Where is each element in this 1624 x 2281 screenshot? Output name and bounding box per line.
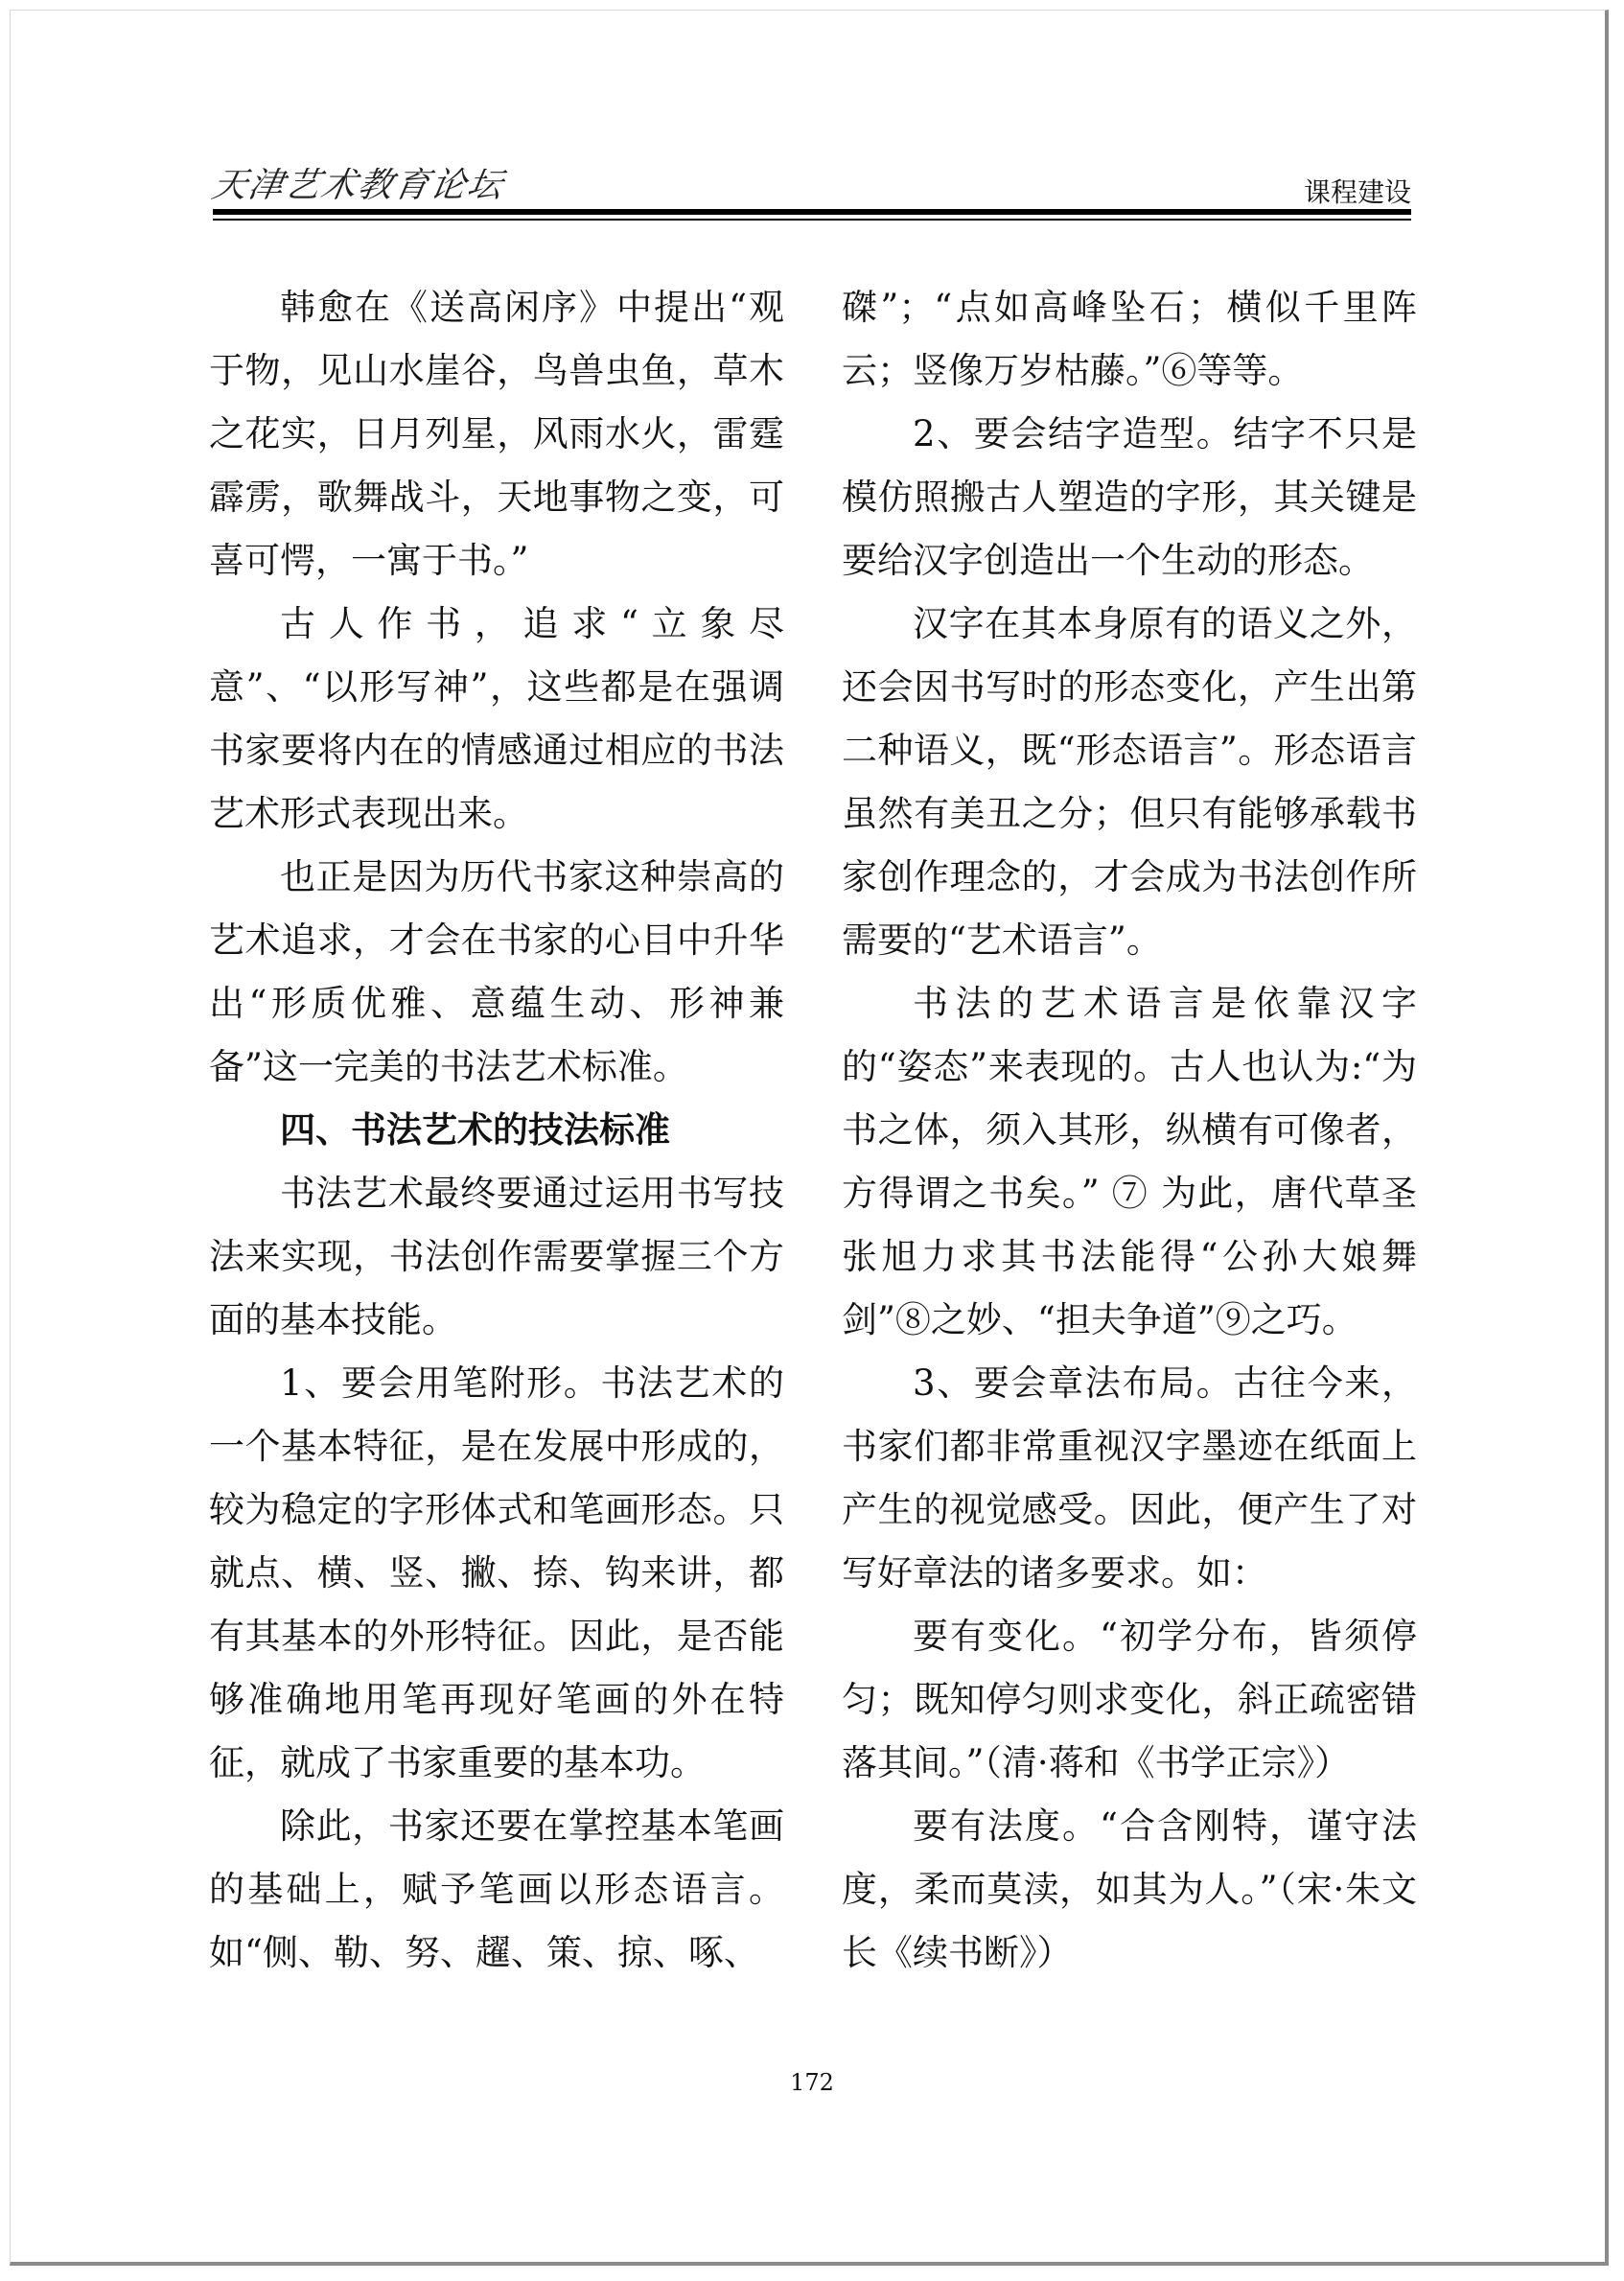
- paragraph: 也正是因为历代书家这种崇高的艺术追求，才会在书家的心目中升华出“形质优雅、意蕴生动、形神兼备”这一完美的书法艺术标准。: [209, 856, 784, 1087]
- paragraph: 要有法度。“合含刚特，谨守法度，柔而莫渎，如其为人。”（宋·朱文长《续书断》）: [842, 1805, 1417, 1973]
- paragraph: 1、要会用笔附形。书法艺术的一个基本特征，是在发展中形成的，较为稳定的字形体式和笔画形态。只就点、横、竖、撇、捺、钩来讲，都有其基本的外形特征。因此，是否能够准确地用笔再现好笔画的外在特征，就成了书家重要的基本功。: [209, 1362, 784, 1783]
- right-column: [842, 276, 1417, 1985]
- paragraph: 古人作书，追求“立象尽意”、“以形写神”，这些都是在强调书家要将内在的情感通过相应的书法艺术形式表现出来。: [209, 603, 784, 834]
- paragraph: 要有变化。“初学分布，皆须停匀；既知停匀则求变化，斜正疏密错落其间。”（清·蒋和《书学正宗》）: [842, 1616, 1417, 1783]
- paragraph: 韩愈在《送高闲序》中提出“观于物，见山水崖谷，鸟兽虫鱼，草木之花实，日月列星，风雨水火，雷霆霹雳，歌舞战斗，天地事物之变，可喜可愕，一寓于书。”: [209, 287, 784, 581]
- paragraph: 2、要会结字造型。结字不只是模仿照搬古人塑造的字形，其关键是要给汉字创造出一个生动的形态。: [842, 413, 1417, 581]
- section-heading: 四、书法艺术的技法标准: [280, 1109, 670, 1151]
- paragraph: 磔”；“点如高峰坠石；横似千里阵云；竖像万岁枯藤。”⑥等等。: [842, 287, 1417, 391]
- header-rule-thick: [213, 209, 1411, 215]
- paragraph: 书法的艺术语言是依靠汉字的“姿态”来表现的。古人也认为:“为书之体，须入其形，纵横有可像者，方得谓之书矣。” ⑦ 为此，唐代草圣张旭力求其书法能得“公孙大娘舞剑”⑧之妙、“担夫争道”⑨之巧。: [842, 983, 1417, 1340]
- section-label: 课程建设: [1303, 176, 1411, 208]
- paragraph: 书法艺术最终要通过运用书写技法来实现，书法创作需要掌握三个方面的基本技能。: [209, 1173, 784, 1340]
- paragraph: 汉字在其本身原有的语义之外，还会因书写时的形态变化，产生出第二种语义，既“形态语言”。形态语言虽然有美丑之分；但只有能够承载书家创作理念的，才会成为书法创作所需要的“艺术语言”。: [842, 603, 1417, 961]
- paragraph: 除此，书家还要在掌控基本笔画的基础上，赋予笔画以形态语言。如“侧、勒、努、趯、策、掠、啄、: [209, 1805, 784, 1973]
- header-rule-thin: [213, 219, 1411, 221]
- page-number: 172: [790, 2069, 834, 2096]
- left-column: [209, 276, 784, 1985]
- journal-logo: 天津艺术教育论坛: [208, 166, 508, 205]
- paragraph: 3、要会章法布局。古往今来，书家们都非常重视汉字墨迹在纸面上产生的视觉感受。因此，便产生了对写好章法的诸多要求。如：: [842, 1362, 1417, 1594]
